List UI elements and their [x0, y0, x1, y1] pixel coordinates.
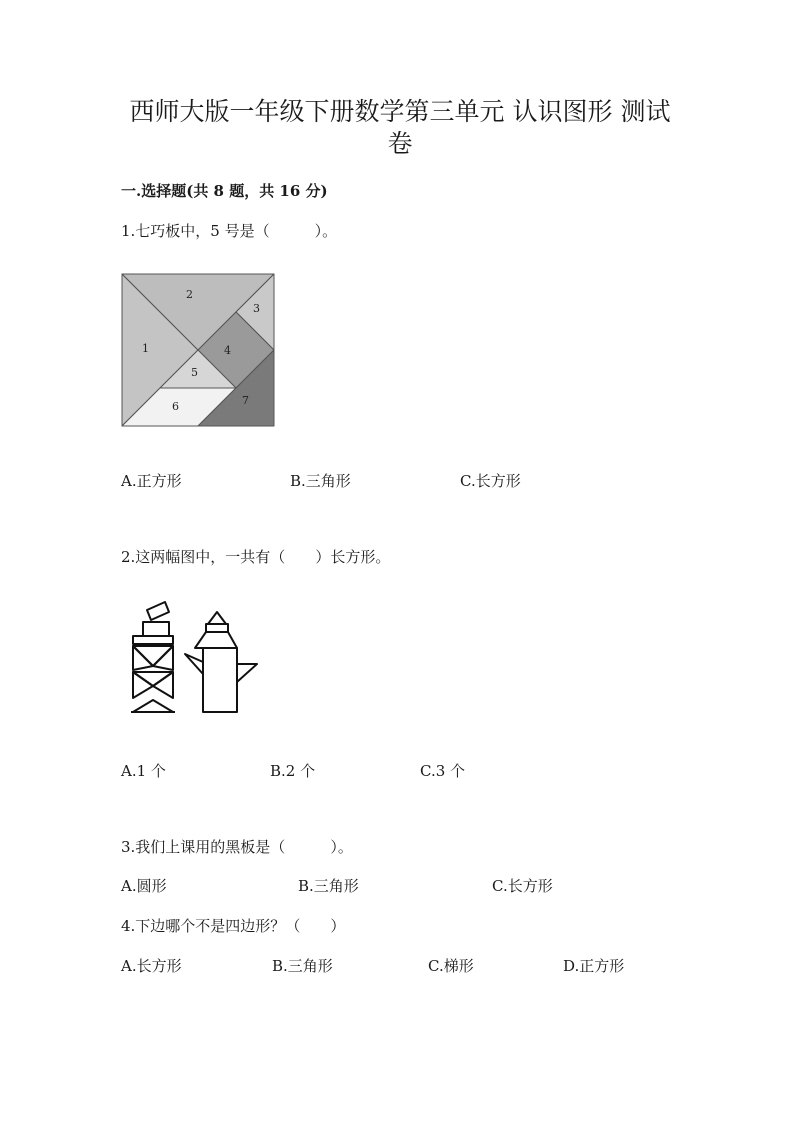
title-line-1: 西师大版一年级下册数学第三单元 认识图形 测试 [129, 97, 671, 126]
figure-right-lid-trapezoid [195, 632, 237, 648]
question-1-option-b[interactable]: B.三角形 [290, 472, 351, 490]
question-3-option-a[interactable]: A.圆形 [121, 877, 167, 895]
question-1-text: 1.七巧板中，5 号是（ ）。 [121, 222, 338, 240]
tangram-label-6: 6 [172, 400, 179, 413]
tangram-label-7: 7 [242, 394, 249, 407]
question-2-option-c[interactable]: C.3 个 [420, 762, 466, 780]
tangram-label-4: 4 [224, 344, 231, 357]
tangram-label-5: 5 [191, 366, 198, 379]
tangram-label-1: 1 [142, 342, 149, 355]
question-4-option-b[interactable]: B.三角形 [272, 957, 333, 975]
question-4-text: 4.下边哪个不是四边形？（ ） [121, 917, 346, 935]
figure-left-triangle-lower-left [133, 672, 153, 698]
question-2-option-a[interactable]: A.1 个 [121, 762, 166, 780]
question-1-option-a[interactable]: A.正方形 [121, 472, 182, 490]
section-heading: 一.选择题(共 8 题，共 16 分) [121, 182, 328, 200]
figure-left-triangle-right [153, 646, 173, 670]
figure-right-handle-triangle [185, 654, 203, 674]
figure-right-spout-triangle [237, 664, 257, 682]
figure-right-top-rect [206, 624, 228, 632]
tangram-figure [118, 270, 278, 432]
figure-left-hat [147, 602, 169, 620]
question-3-text: 3.我们上课用的黑板是（ ）。 [121, 838, 353, 856]
figure-left-triangle-mid [133, 672, 173, 686]
figure-left-shoulder-rect [133, 636, 173, 644]
question-1-option-c[interactable]: C.长方形 [460, 472, 521, 490]
figure-left-head-rect [143, 622, 169, 636]
figure-left-triangle-lower-right [153, 672, 173, 698]
question-4-option-d[interactable]: D.正方形 [563, 957, 625, 975]
question-2-text: 2.这两幅图中，一共有（ ）长方形。 [121, 548, 391, 566]
figure-left-triangle-left [133, 646, 153, 670]
question-3-option-c[interactable]: C.长方形 [492, 877, 553, 895]
tangram-label-2: 2 [186, 288, 193, 301]
question-4-option-a[interactable]: A.长方形 [121, 957, 182, 975]
figure-right-body-rect [203, 648, 237, 712]
page-title [120, 96, 680, 160]
question-3-option-b[interactable]: B.三角形 [298, 877, 359, 895]
shapes-figure [125, 598, 265, 718]
question-2-option-b[interactable]: B.2 个 [270, 762, 316, 780]
tangram-label-3: 3 [253, 302, 260, 315]
question-4-option-c[interactable]: C.梯形 [428, 957, 474, 975]
title-line-2: 卷 [387, 129, 413, 158]
figure-left-triangle-top [133, 646, 173, 666]
figure-right-top-triangle [208, 612, 226, 624]
figure-left-feet [133, 700, 173, 712]
